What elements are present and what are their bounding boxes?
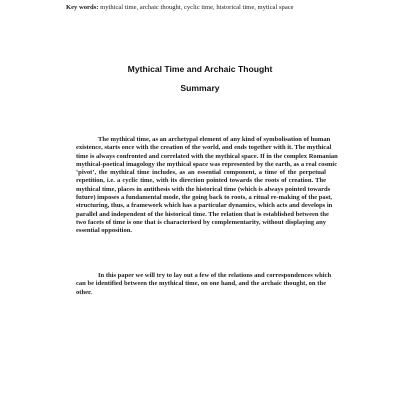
paragraph-line: mythical time, places in antithesis with the historical time (which is always pointed towards bbox=[76, 185, 331, 193]
paragraph-line: parallel and independent of the historical time. The relation that is established between the bbox=[76, 210, 329, 218]
paragraph-line: The mythical time, as an archetypal element of any kind of symbolisation of human bbox=[98, 136, 331, 143]
paragraph-line: other. bbox=[76, 288, 92, 296]
summary-heading: Summary bbox=[180, 83, 220, 93]
paragraph-line: In this paper we will try to lay out a few of the relations and correspondences which bbox=[98, 272, 332, 279]
paragraph-line: two facets of time is one that is characterised by complementarity, without displaying any bbox=[76, 218, 326, 226]
paragraph-line: future) imposes a fundamental mode, the going back to roots, a ritual re-making of the past, bbox=[76, 194, 333, 202]
summary-paragraph-2 bbox=[76, 272, 332, 297]
paragraph-line: mythical-poetical imagology the mythical space was represented by the earth, as a real cosmic bbox=[76, 160, 338, 168]
paragraph-line: structuring, thus, a framework which has a particular dynamics, which acts and develops in bbox=[76, 202, 333, 210]
keywords-label: Key words: bbox=[66, 4, 99, 11]
paragraph-line: repetition, i.e. a cyclic time, with its direction pointed towards the roots of creation. The bbox=[76, 177, 326, 185]
keywords-text: mythical time, archaic thought, cyclic time, historical time, mytical space bbox=[98, 4, 294, 11]
paragraph-line: can be identified between the mythical time, on one hand, and the archaic thought, on the bbox=[76, 280, 326, 288]
paragraph-line: existence, starts once with the creation of the world, and ends together with it. The mythical bbox=[76, 144, 332, 152]
paragraph-line: time is always confronted and correlated with the mythical space. If in the complex Romanian bbox=[76, 152, 338, 160]
paper-title: Mythical Time and Archaic Thought bbox=[127, 64, 273, 74]
keywords-line bbox=[66, 4, 366, 12]
paragraph-line: ‘pivot’, the mythical time includes, as an essential component, a time of the perpetual bbox=[76, 169, 326, 177]
paragraph-line: essential opposition. bbox=[76, 227, 133, 235]
summary-paragraph-1 bbox=[76, 136, 338, 236]
